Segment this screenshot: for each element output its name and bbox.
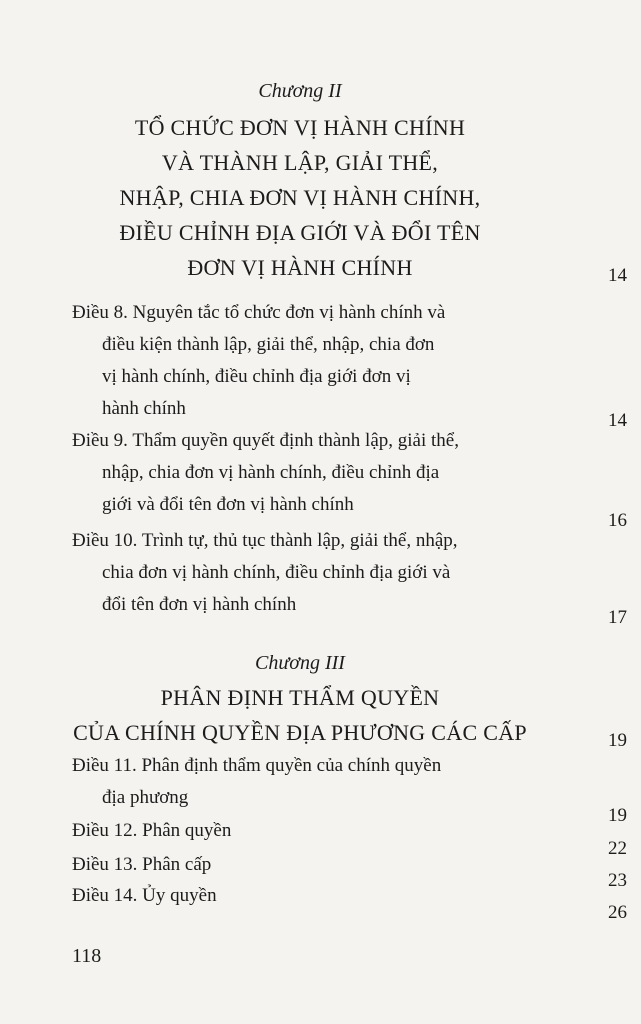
entry-line: đổi tên đơn vị hành chính: [102, 594, 297, 615]
entry-line: Điều 12. Phân quyền: [72, 820, 232, 841]
chapter-3-page: 19: [608, 730, 627, 751]
toc-entry-dieu-8[interactable]: [72, 297, 562, 425]
entry-line: Điều 8. Nguyên tắc tổ chức đơn vị hành chính và: [72, 302, 446, 323]
entry-page-dieu-11: 19: [608, 805, 627, 826]
entry-line: Điều 10. Trình tự, thủ tục thành lập, giải thể, nhập,: [72, 530, 458, 551]
entry-page-dieu-10: 17: [608, 607, 627, 628]
entry-line: địa phương: [102, 787, 189, 808]
chapter-2-title-line: ĐIỀU CHỈNH ĐỊA GIỚI VÀ ĐỔI TÊN: [119, 220, 481, 245]
toc-entry-dieu-14[interactable]: [72, 880, 562, 912]
entry-line: nhập, chia đơn vị hành chính, điều chỉnh địa: [102, 462, 440, 483]
entry-line: Điều 14. Ủy quyền: [72, 885, 217, 906]
chapter-2-title-line: NHẬP, CHIA ĐƠN VỊ HÀNH CHÍNH,: [119, 185, 481, 210]
chapter-2-page: 14: [608, 265, 627, 286]
toc-entry-dieu-10[interactable]: [72, 525, 562, 621]
entry-line: hành chính: [102, 398, 186, 419]
entry-line: vị hành chính, điều chỉnh địa giới đơn vị: [102, 366, 411, 387]
chapter-2-label: Chương II: [258, 80, 342, 102]
toc-entry-dieu-13[interactable]: [72, 849, 562, 881]
footer-page-number: 118: [72, 945, 102, 967]
chapter-2-title-line: TỔ CHỨC ĐƠN VỊ HÀNH CHÍNH: [134, 115, 466, 140]
entry-line: điều kiện thành lập, giải thể, nhập, chia đơn: [102, 334, 435, 355]
entry-line: Điều 11. Phân định thẩm quyền của chính quyền: [72, 755, 442, 776]
chapter-3-title-line: PHÂN ĐỊNH THẨM QUYỀN: [160, 685, 440, 710]
entry-line: giới và đổi tên đơn vị hành chính: [102, 494, 354, 515]
entry-page-dieu-9: 16: [608, 510, 627, 531]
entry-page-dieu-8: 14: [608, 410, 627, 431]
entry-line: chia đơn vị hành chính, điều chỉnh địa giới và: [102, 562, 451, 583]
entry-line: Điều 13. Phân cấp: [72, 854, 212, 875]
chapter-3-label: Chương III: [255, 652, 345, 674]
toc-entry-dieu-11[interactable]: [72, 750, 562, 814]
entry-page-dieu-12: 22: [608, 838, 627, 859]
toc-entry-dieu-12[interactable]: [72, 815, 562, 847]
entry-page-dieu-14: 26: [608, 902, 627, 923]
chapter-3-title-line: CỦA CHÍNH QUYỀN ĐỊA PHƯƠNG CÁC CẤP: [73, 720, 527, 745]
entry-page-dieu-13: 23: [608, 870, 627, 891]
entry-line: Điều 9. Thẩm quyền quyết định thành lập, giải thể,: [72, 430, 459, 451]
chapter-2-title-line: VÀ THÀNH LẬP, GIẢI THỂ,: [161, 150, 439, 175]
chapter-2-title-line: ĐƠN VỊ HÀNH CHÍNH: [187, 255, 413, 280]
toc-entry-dieu-9[interactable]: [72, 425, 562, 521]
